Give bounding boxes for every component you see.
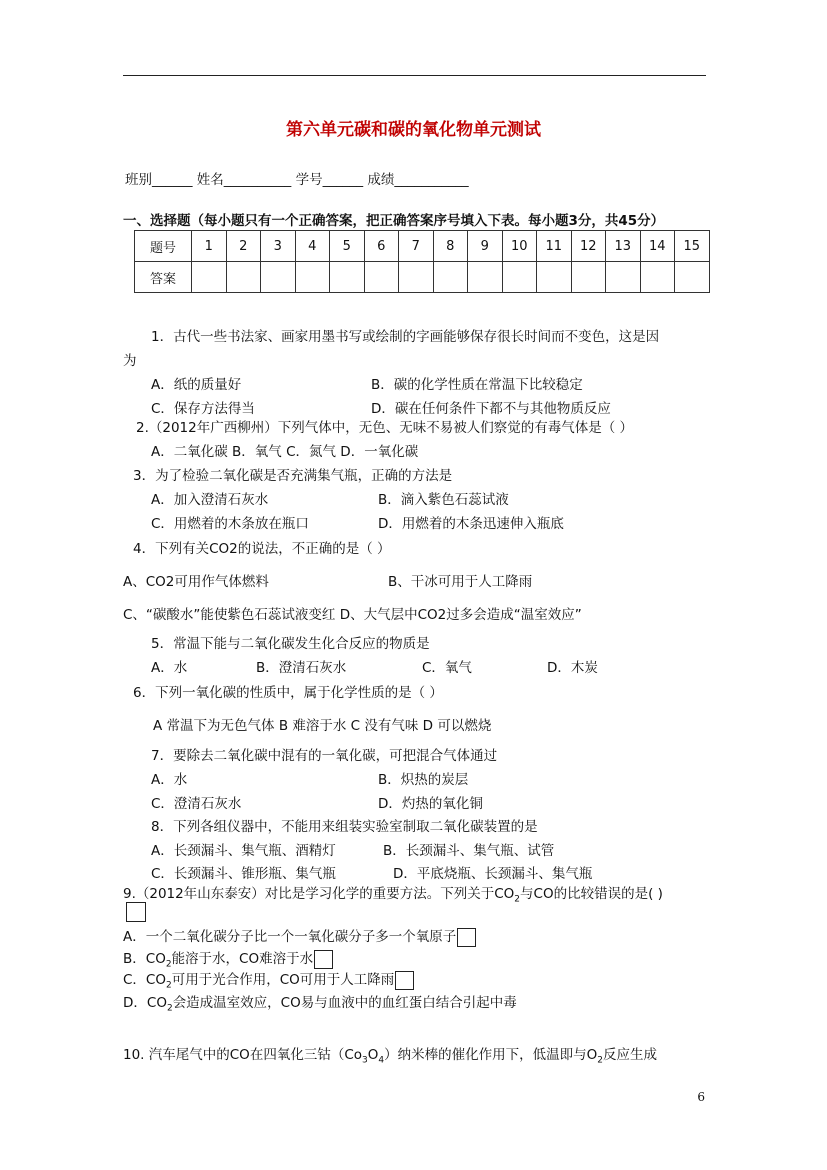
answer-cell[interactable]	[295, 262, 330, 293]
question-5-option-c: C．氧气	[422, 660, 472, 676]
question-2-stem: 2.（2012年广西柳州）下列气体中，无色、无味不易被人们察觉的有毒气体是（ ）	[136, 420, 634, 436]
question-3-option-b: B．滴入紫色石蕊试液	[378, 492, 509, 508]
question-4-option-b: B、干冰可用于人工降雨	[388, 574, 533, 590]
table-cell-number: 4	[295, 231, 330, 262]
page-title: 第六单元碳和碳的氧化物单元测试	[286, 120, 541, 140]
table-cell-number: 2	[226, 231, 261, 262]
question-8-option-a: A．长颈漏斗、集气瓶、酒精灯	[151, 843, 336, 859]
question-10-stem: 10. 汽车尾气中的CO在四氧化三钴$(Co_3O_4)$纳米棒的催化作用下，低温即与$O_2$反应生成	[123, 1047, 657, 1066]
answer-cell[interactable]	[606, 262, 641, 293]
table-cell-number: 11	[537, 231, 572, 262]
question-3-option-d: D．用燃着的木条迅速伸入瓶底	[378, 516, 564, 532]
answer-cell[interactable]	[640, 262, 675, 293]
table-cell-number: 7	[399, 231, 434, 262]
question-8-option-b: B．长颈漏斗、集气瓶、试管	[383, 843, 555, 859]
question-1-option-c: C．保存方法得当	[151, 401, 255, 417]
page-number: 6	[697, 1090, 705, 1104]
table-cell-number: 10	[502, 231, 537, 262]
answer-cell[interactable]	[226, 262, 261, 293]
table-header-answer: 答案	[135, 262, 192, 293]
answer-cell[interactable]	[433, 262, 468, 293]
answer-cell[interactable]	[261, 262, 296, 293]
table-header-number: 题号	[135, 231, 192, 262]
answer-cell[interactable]	[675, 262, 710, 293]
question-2-options: A．二氧化碳 B．氧气 C．氮气 D．一氧化碳	[151, 444, 419, 460]
question-7-option-b: B．炽热的炭层	[378, 772, 469, 788]
table-cell-number: 8	[433, 231, 468, 262]
table-cell-number: 5	[330, 231, 365, 262]
question-3-stem: 3．为了检验二氧化碳是否充满集气瓶，正确的方法是	[133, 468, 453, 484]
answer-cell[interactable]	[399, 262, 434, 293]
question-5-option-b: B．澄清石灰水	[256, 660, 347, 676]
student-info-line: 班别______ 姓名__________ 学号______ 成绩___________	[125, 172, 469, 188]
question-9-option-b: B．$CO_2$能溶于水，CO难溶于水	[123, 947, 333, 970]
question-6-options: A 常温下为无色气体 B 难溶于水 C 没有气味 D 可以燃烧	[153, 718, 492, 734]
answer-box[interactable]	[395, 971, 414, 990]
answer-box[interactable]	[126, 902, 146, 922]
question-1-option-a: A．纸的质量好	[151, 377, 242, 393]
question-9-stem: 9.（2012年山东泰安）对比是学习化学的重要方法。下列关于$CO_2$与CO的比较错误的是( )	[123, 886, 663, 905]
header-rule	[123, 75, 706, 76]
question-1-stem: 1．古代一些书法家、画家用墨书写或绘制的字画能够保存很长时间而不变色，这是因	[151, 329, 660, 345]
question-7-stem: 7．要除去二氧化碳中混有的一氧化碳，可把混合气体通过	[151, 748, 498, 764]
answer-cell[interactable]	[537, 262, 572, 293]
question-5-stem: 5．常温下能与二氧化碳发生化合反应的物质是	[151, 636, 430, 652]
question-6-stem: 6．下列一氧化碳的性质中，属于化学性质的是（ ）	[133, 685, 443, 701]
answer-box[interactable]	[457, 928, 476, 947]
table-cell-number: 6	[364, 231, 399, 262]
table-cell-number: 14	[640, 231, 675, 262]
question-7-option-c: C．澄清石灰水	[151, 796, 242, 812]
answer-cell[interactable]	[364, 262, 399, 293]
table-cell-number: 1	[192, 231, 227, 262]
question-4-option-a: A、CO2可用作气体燃料	[123, 574, 269, 590]
question-8-option-c: C．长颈漏斗、锥形瓶、集气瓶	[151, 866, 336, 882]
table-cell-number: 15	[675, 231, 710, 262]
table-cell-number: 12	[571, 231, 606, 262]
table-row	[135, 262, 710, 293]
question-1-stem-cont: 为	[123, 353, 137, 369]
question-4-options-cd: C、“碳酸水”能使紫色石蕊试液变红 D、大气层中CO2过多会造成“温室效应”	[123, 607, 582, 623]
section-heading: 一、选择题（每小题只有一个正确答案，把正确答案序号填入下表。每小题3分，共45分）	[123, 213, 665, 229]
question-5-option-a: A．水	[151, 660, 188, 676]
question-1-option-d: D．碳在任何条件下都不与其他物质反应	[371, 401, 611, 417]
table-row	[135, 231, 710, 262]
answer-cell[interactable]	[330, 262, 365, 293]
table-cell-number: 9	[468, 231, 503, 262]
answer-cell[interactable]	[502, 262, 537, 293]
question-3-option-a: A．加入澄清石灰水	[151, 492, 269, 508]
table-cell-number: 3	[261, 231, 296, 262]
question-3-option-c: C．用燃着的木条放在瓶口	[151, 516, 309, 532]
question-8-stem: 8．下列各组仪器中，不能用来组装实验室制取二氧化碳装置的是	[151, 819, 538, 835]
answer-cell[interactable]	[468, 262, 503, 293]
question-5-option-d: D．木炭	[547, 660, 598, 676]
answer-box[interactable]	[314, 950, 333, 969]
answer-cell[interactable]	[571, 262, 606, 293]
question-7-option-d: D．灼热的氧化铜	[378, 796, 483, 812]
question-4-stem: 4．下列有关CO2的说法，不正确的是（ ）	[133, 541, 391, 557]
answer-table	[134, 230, 710, 293]
question-9-option-d: D．$CO_2$会造成温室效应，CO易与血液中的血红蛋白结合引起中毒	[123, 995, 517, 1014]
question-1-option-b: B．碳的化学性质在常温下比较稳定	[371, 377, 583, 393]
question-8-option-d: D．平底烧瓶、长颈漏斗、集气瓶	[393, 866, 593, 882]
answer-cell[interactable]	[192, 262, 227, 293]
table-cell-number: 13	[606, 231, 641, 262]
question-7-option-a: A．水	[151, 772, 188, 788]
question-9-option-c: C．$CO_2$可用于光合作用，CO可用于人工降雨	[123, 968, 414, 991]
question-9-option-a: A．一个二氧化碳分子比一个一氧化碳分子多一个氧原子	[123, 925, 476, 947]
